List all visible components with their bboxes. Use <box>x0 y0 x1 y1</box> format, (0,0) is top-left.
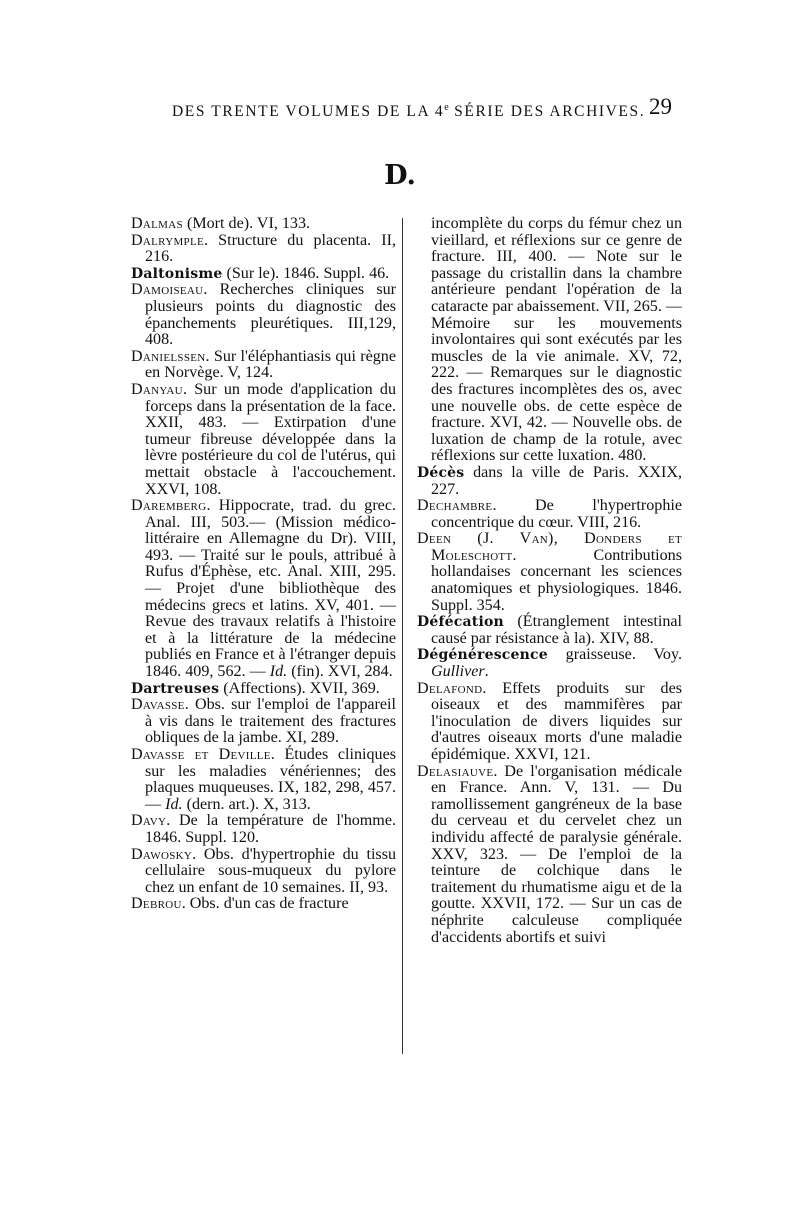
entry-heading: Danielssen <box>131 347 206 365</box>
entry-text: . Obs. d'un cas de fracture <box>181 895 349 913</box>
entry-text: . Effets produits sur des oiseaux et des mammifères par l'inoculation de divers liquides sur d'autres oiseaux morts d'une maladie épidémique. XXVI, 121. <box>431 679 682 763</box>
index-entry <box>131 896 396 913</box>
index-entry <box>131 266 396 283</box>
entry-heading: Décès <box>417 464 465 481</box>
entry-heading: Davasse et Deville <box>131 746 271 763</box>
entry-heading: Dalmas <box>131 215 183 232</box>
entry-text: . Études cliniques sur les maladies vénériennes; des plaques muqueuses. IX, 182, 298, 457. — <box>145 746 396 813</box>
entry-text: . Contributions hollandaises concernant les sciences anatomiques et physiologiques. 1846. Suppl. 354. <box>431 546 682 614</box>
entry-heading: Dégénérescence <box>417 647 548 664</box>
index-entry <box>131 233 396 266</box>
index-entry <box>131 813 396 846</box>
entry-text: . De la température de l'homme. 1846. Suppl. 120. <box>145 812 396 846</box>
entry-text: incomplète du corps du fémur chez un vieillard, et réflexions sur ce genre de fracture. III, 400. — Note sur le passage du cristallin dans la chambre antérieure pendant l'opération de la cataracte par abaissement. VII, 265. — Mémoire sur les mouvements involontaires qui sont exécutés par les muscles de la vie animale. XV, 72, 222. — Remarques sur le diagnostic des fractures incomplètes des os, avec une nouvelle obs. de cette espèce de fracture. XVI, 42. — Nouvelle obs. de luxation de champ de la rotule, avec réflexions sur cette luxation. 480. <box>431 215 682 465</box>
entry-text-tail: (fin). XVI, 284. <box>287 663 393 681</box>
index-entry <box>417 764 682 947</box>
index-entry <box>417 614 682 647</box>
entry-heading: Deen (J. Van), Donders et Moleschott <box>417 530 682 564</box>
index-entry <box>131 282 396 348</box>
entry-text-tail: . <box>484 663 489 681</box>
entry-heading: Davasse <box>131 696 185 714</box>
index-entry <box>131 697 396 747</box>
entry-text: (Étranglement intestinal causé par résistance à la). XIV, 88. <box>431 613 682 647</box>
entry-text: (Mort de). VI, 133. <box>182 215 311 232</box>
section-letter: D. <box>384 160 416 191</box>
entry-heading: Danyau <box>131 380 183 398</box>
entry-text: . Hippocrate, trad. du grec. Anal. III, 503.— (Mission médico-littéraire en Allemagne du Dr). VIII, 493. — Traité sur le pouls, attribué à Rufus d'Éphèse, etc. Anal. XIII, 295. — Projet d'une bibliothèque des médecins grecs et latins. XV, 401. — Revue des travaux relatifs à l'histoire et à la littérature de la médecine publiés en France et à l'étranger depuis 1846. 409, 562. — <box>145 497 396 681</box>
index-entry <box>417 498 682 531</box>
entry-heading: Daremberg <box>131 497 207 515</box>
left-column <box>131 216 396 913</box>
entry-text: . De l'hypertrophie concentrique du cœur. VIII, 216. <box>431 497 682 531</box>
entry-text: . Obs. d'hypertrophie du tissu cellulaire sous-muqueux du pylore chez un enfant de 10 semaines. II, 93. <box>145 845 396 896</box>
index-entry <box>417 465 682 498</box>
index-entry <box>417 681 682 764</box>
running-header <box>172 94 672 124</box>
entry-heading: Dalrymple <box>131 231 204 249</box>
page-number: 29 <box>649 94 672 119</box>
entry-text: . Obs. sur l'emploi de l'appareil à vis dans le traitement des fractures obliques de la jambe. XI, 289. <box>145 696 396 747</box>
index-entry <box>131 349 396 382</box>
entry-text: . De l'organisation médicale en France. Ann. V, 131. — Du ramollissement gangréneux de la base du cerveau et du cervelet chez un individu affecté de paralysie générale. XXV, 323. — De l'emploi de la teinture de colchique dans le traitement du rhumatisme aigu et de la goutte. XXVII, 172. — Sur un cas de néphrite calculeuse compliquée d'accidents abortifs et suivi <box>431 762 682 946</box>
entry-italic-ref: Id. <box>269 663 288 681</box>
entry-italic-ref: Gulliver <box>431 663 485 681</box>
index-entry <box>131 498 396 681</box>
index-entry <box>131 847 396 897</box>
entry-text: . Sur l'éléphantiasis qui règne en Norvège. V, 124. <box>145 347 396 382</box>
running-title: DES TRENTE VOLUMES DE LA 4e SÉRIE DES ARCHIVES. <box>172 102 646 121</box>
index-entry <box>131 216 396 233</box>
entry-heading: Debrou <box>131 895 182 913</box>
index-entry <box>131 747 396 813</box>
entry-heading: Damoiseau <box>131 281 204 299</box>
entry-text: . Sur un mode d'application du forceps dans la présentation de la face. XXII, 483. — Extirpation d'une tumeur fibreuse développée dans la lèvre postérieure du col de l'utérus, qui mettait obstacle à l'accouchement. XXVI, 108. <box>145 380 396 498</box>
entry-heading: Dartreuses <box>131 680 220 697</box>
index-entry <box>417 647 682 680</box>
entry-text: . Recherches cliniques sur plusieurs points du diagnostic des épanchements pleurétiques. III,129, 408. <box>145 281 396 349</box>
index-entry <box>131 382 396 498</box>
entry-text: dans la ville de Paris. XXIX, 227. <box>431 463 682 498</box>
entry-italic-ref: Id. <box>165 795 183 813</box>
index-entry <box>417 216 682 465</box>
entry-text: . Structure du placenta. II, 216. <box>145 231 396 266</box>
entry-heading: Davy <box>131 812 167 830</box>
entry-text-tail: (dern. art.). X, 313. <box>182 795 311 813</box>
entry-text: graisseuse. Voy. <box>547 646 682 664</box>
index-entry <box>131 681 396 698</box>
entry-heading: Défécation <box>417 614 504 631</box>
entry-text: (Affections). XVII, 369. <box>219 679 380 697</box>
entry-heading: Daltonisme <box>131 265 223 282</box>
column-divider <box>402 218 403 1054</box>
entry-text: (Sur le). 1846. Suppl. 46. <box>222 264 390 282</box>
right-column <box>417 216 682 946</box>
entry-heading: Dechambre <box>417 497 493 515</box>
entry-heading: Dawosky <box>131 845 193 863</box>
entry-heading: Delafond <box>417 679 483 697</box>
index-entry <box>417 531 682 614</box>
entry-heading: Delasiauve <box>417 762 494 780</box>
